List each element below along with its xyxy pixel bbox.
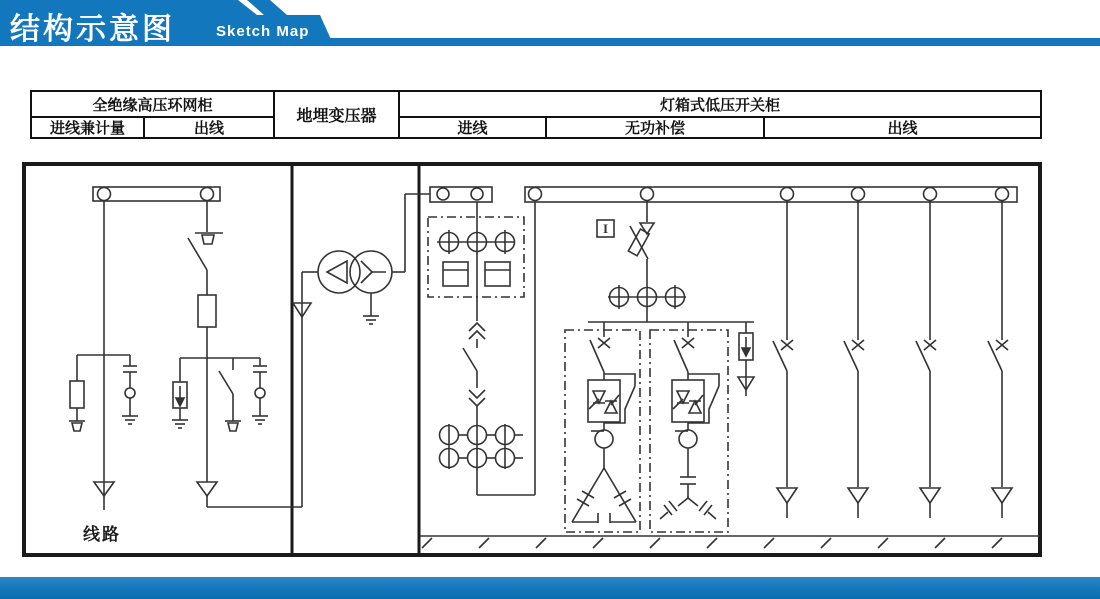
lv-main-busbar <box>525 187 1017 202</box>
delta-capacitor-icon <box>572 468 636 523</box>
voltage-indicator-icon <box>122 355 138 424</box>
surge-arrester-icon <box>172 358 188 428</box>
hv-incoming-line <box>69 201 138 510</box>
breaker-cross-icon <box>924 340 936 350</box>
switch-blade-icon <box>988 341 1002 371</box>
hv-outgoing-line <box>172 201 268 507</box>
arrow-down-icon <box>777 488 797 503</box>
cable-trench-line <box>420 536 1040 548</box>
compensation-feeder <box>588 201 754 322</box>
breaker-cross-icon <box>682 338 694 348</box>
reactor-icon <box>675 430 697 448</box>
table-cell-lv-switchgear: 灯箱式低压开关柜 <box>398 90 1042 118</box>
transformer-icon <box>318 251 392 293</box>
thyristor-module-icon <box>672 380 704 422</box>
breaker-cross-icon <box>852 340 864 350</box>
breaker-cross-icon <box>781 340 793 350</box>
earth-icon <box>363 316 379 324</box>
reactor-icon <box>591 430 613 448</box>
transformer-section <box>207 194 430 507</box>
footer-bar <box>0 577 1100 599</box>
arrow-down-icon <box>197 482 217 496</box>
table-cell-reactive-compensation: 无功补偿 <box>545 116 765 139</box>
hv-busbar <box>93 187 220 201</box>
cable-termination-icon <box>228 423 238 431</box>
table-cell-hv-outgoing: 出线 <box>143 116 275 139</box>
fuse-icon <box>198 295 216 327</box>
arrow-down-icon <box>992 488 1012 503</box>
wye-winding-icon <box>361 261 386 283</box>
earth-icon <box>252 416 268 424</box>
switch-blade-icon <box>916 341 930 371</box>
voltage-indicator-icon <box>252 358 268 424</box>
star-capacitor-icon <box>660 477 716 519</box>
table-cell-incoming-metering: 进线兼计量 <box>30 116 145 139</box>
delta-winding-icon <box>327 261 347 283</box>
diagram-frame <box>24 164 1040 555</box>
switch-contact-icon <box>195 233 223 244</box>
line-label: 线路 <box>83 525 121 544</box>
energy-meter-icon <box>443 262 468 286</box>
single-line-diagram <box>20 160 1045 560</box>
meter-ct-group <box>440 424 524 469</box>
switch-blade-icon <box>773 341 787 371</box>
cable-termination-icon <box>69 421 85 431</box>
table-cell-lv-outgoing: 出线 <box>763 116 1042 139</box>
outgoing-feeder-2 <box>844 201 868 518</box>
table-cell-transformer: 地埋变压器 <box>273 90 400 139</box>
breaker-cross-icon <box>996 340 1008 350</box>
page-subtitle: Sketch Map <box>216 23 310 40</box>
thyristor-module-icon <box>588 380 620 422</box>
table-cell-hv-rmu: 全绝缘高压环网柜 <box>30 90 275 118</box>
capacitor-bank-delta <box>565 322 640 532</box>
page-title: 结构示意图 <box>10 13 175 46</box>
arrow-down-icon <box>920 488 940 503</box>
drawout-contact-icon <box>469 390 485 406</box>
drawout-contact-icon <box>469 323 485 339</box>
outgoing-feeder-3 <box>916 201 940 518</box>
table-cell-lv-incoming: 进线 <box>398 116 547 139</box>
ammeter-label: I <box>602 221 609 236</box>
outgoing-feeder-4 <box>988 201 1012 518</box>
arrow-down-icon <box>848 488 868 503</box>
switch-blade-icon <box>463 348 477 371</box>
ammeter-box <box>597 220 614 237</box>
lv-incoming-busbar <box>430 187 492 202</box>
outgoing-feeder-1 <box>773 201 797 518</box>
metering-unit <box>428 202 524 321</box>
metering-circuit <box>440 202 536 495</box>
fuse-icon <box>70 381 84 408</box>
earth-icon <box>172 420 188 428</box>
switch-blade-icon <box>844 341 858 371</box>
capacitor-bank-star <box>650 322 728 532</box>
energy-meter-icon <box>485 262 510 286</box>
surge-arrester-icon <box>738 322 754 396</box>
breaker-cross-icon <box>598 338 610 348</box>
earthing-switch-icon <box>219 358 241 431</box>
earth-icon <box>122 416 138 424</box>
